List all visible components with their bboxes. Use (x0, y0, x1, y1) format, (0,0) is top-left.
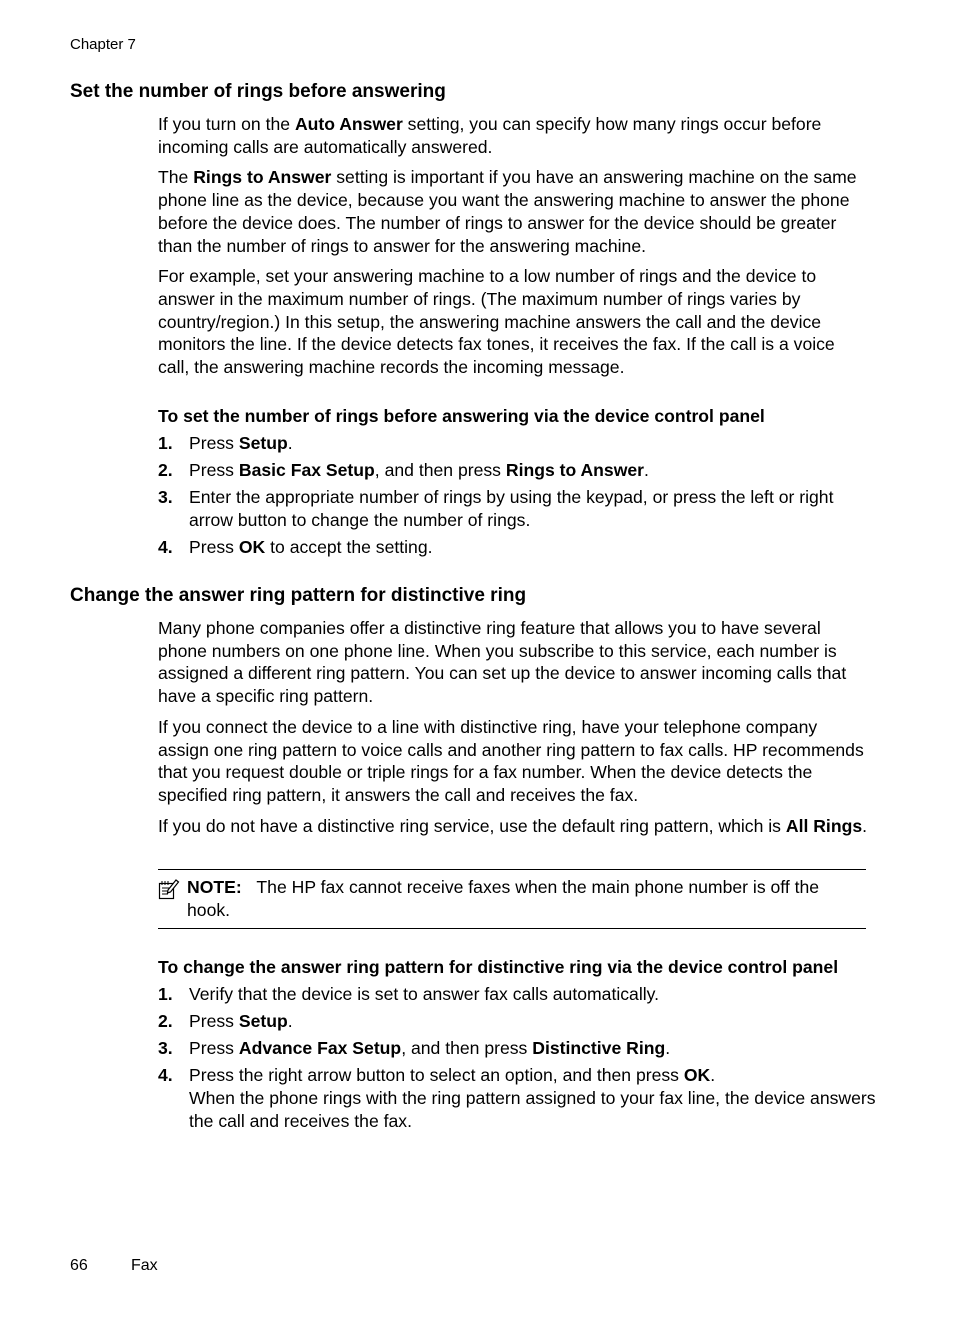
procedure-title: To change the answer ring pattern for distinctive ring via the device control panel (158, 957, 839, 977)
list-item: 1. Press Setup. (158, 432, 293, 453)
list-item: 4. Press the right arrow button to select an option, and then press OK. When the phone rings with the ring pattern assigned to your fax line, the device answers the call and receives the fax. (158, 1064, 876, 1131)
list-item: 1. Verify that the device is set to answer fax calls automatically. (158, 983, 660, 1004)
note-icon (158, 878, 180, 900)
procedure-distinctive-ring (158, 956, 878, 1133)
procedure-rings (158, 405, 878, 559)
chapter-label: Chapter 7 (70, 36, 136, 53)
note-box (158, 869, 866, 929)
ui-term: Rings to Answer (193, 167, 332, 188)
list-item: 3. Press Advance Fax Setup, and then press Distinctive Ring. (158, 1037, 671, 1058)
paragraph: For example, set your answering machine to a low number of rings and the device to answer in the maximum number of rings. (The maximum number of rings varies by country/region.) In this setup, the answering machine answers the call and the device monitors the line. If the device detects fax tones, it receives the fax. If the call is a voice call, the answering machine records the incoming message. (158, 266, 835, 378)
note-label: NOTE: (187, 877, 242, 897)
section1-body (158, 113, 868, 379)
ui-term: Auto Answer (294, 114, 403, 134)
procedure-title: To set the number of rings before answering via the device control panel (158, 406, 765, 426)
paragraph: If you connect the device to a line with distinctive ring, have your telephone company assign one ring pattern to voice calls and another ring pattern to fax calls. HP recommends that you request double or triple rings for a fax number. When the device detects the specified ring pattern, it answers the call and receives the fax. (158, 716, 864, 805)
section-heading-distinctive-ring: Change the answer ring pattern for distinctive ring (70, 585, 527, 606)
list-item: 2. Press Basic Fax Setup, and then press Rings to Answer. (158, 459, 649, 480)
page-number: 66 (70, 1257, 88, 1274)
list-item: 4. Press OK to accept the setting. (158, 536, 433, 557)
procedure-steps (158, 432, 878, 559)
section-heading-rings: Set the number of rings before answering (70, 81, 446, 102)
footer-section: Fax (131, 1257, 158, 1274)
paragraph: The Rings to Answer setting is important if you have an answering machine on the same phone line as the device, because you want the answering machine to answer the phone before the device does. The number of rings to answer for the device should be greater than the number of rings to answer for the answering machine. (158, 167, 857, 256)
paragraph: If you turn on the Auto Answer setting, you can specify how many rings occur before incoming calls are automatically answered. (158, 114, 822, 157)
list-item: 2. Press Setup. (158, 1010, 293, 1031)
ui-term: All Rings (785, 815, 863, 836)
list-item: 3. Enter the appropriate number of rings by using the keypad, or press the left or right arrow button to change the number of rings. (158, 486, 834, 530)
note-text: NOTE: The HP fax cannot receive faxes when the main phone number is off the hook. (187, 877, 820, 920)
section2-body (158, 617, 868, 837)
step-result: When the phone rings with the ring pattern assigned to your fax line, the device answers the call and receives the fax. (189, 1087, 876, 1131)
paragraph: Many phone companies offer a distinctive ring feature that allows you to have several phone numbers on one phone line. When you subscribe to this service, each number is assigned a different ring pattern. You can set up the device to answer incoming calls that have a specific ring pattern. (158, 618, 847, 707)
procedure-steps (158, 983, 878, 1133)
paragraph: If you do not have a distinctive ring service, use the default ring pattern, which is All Rings. (158, 815, 867, 836)
